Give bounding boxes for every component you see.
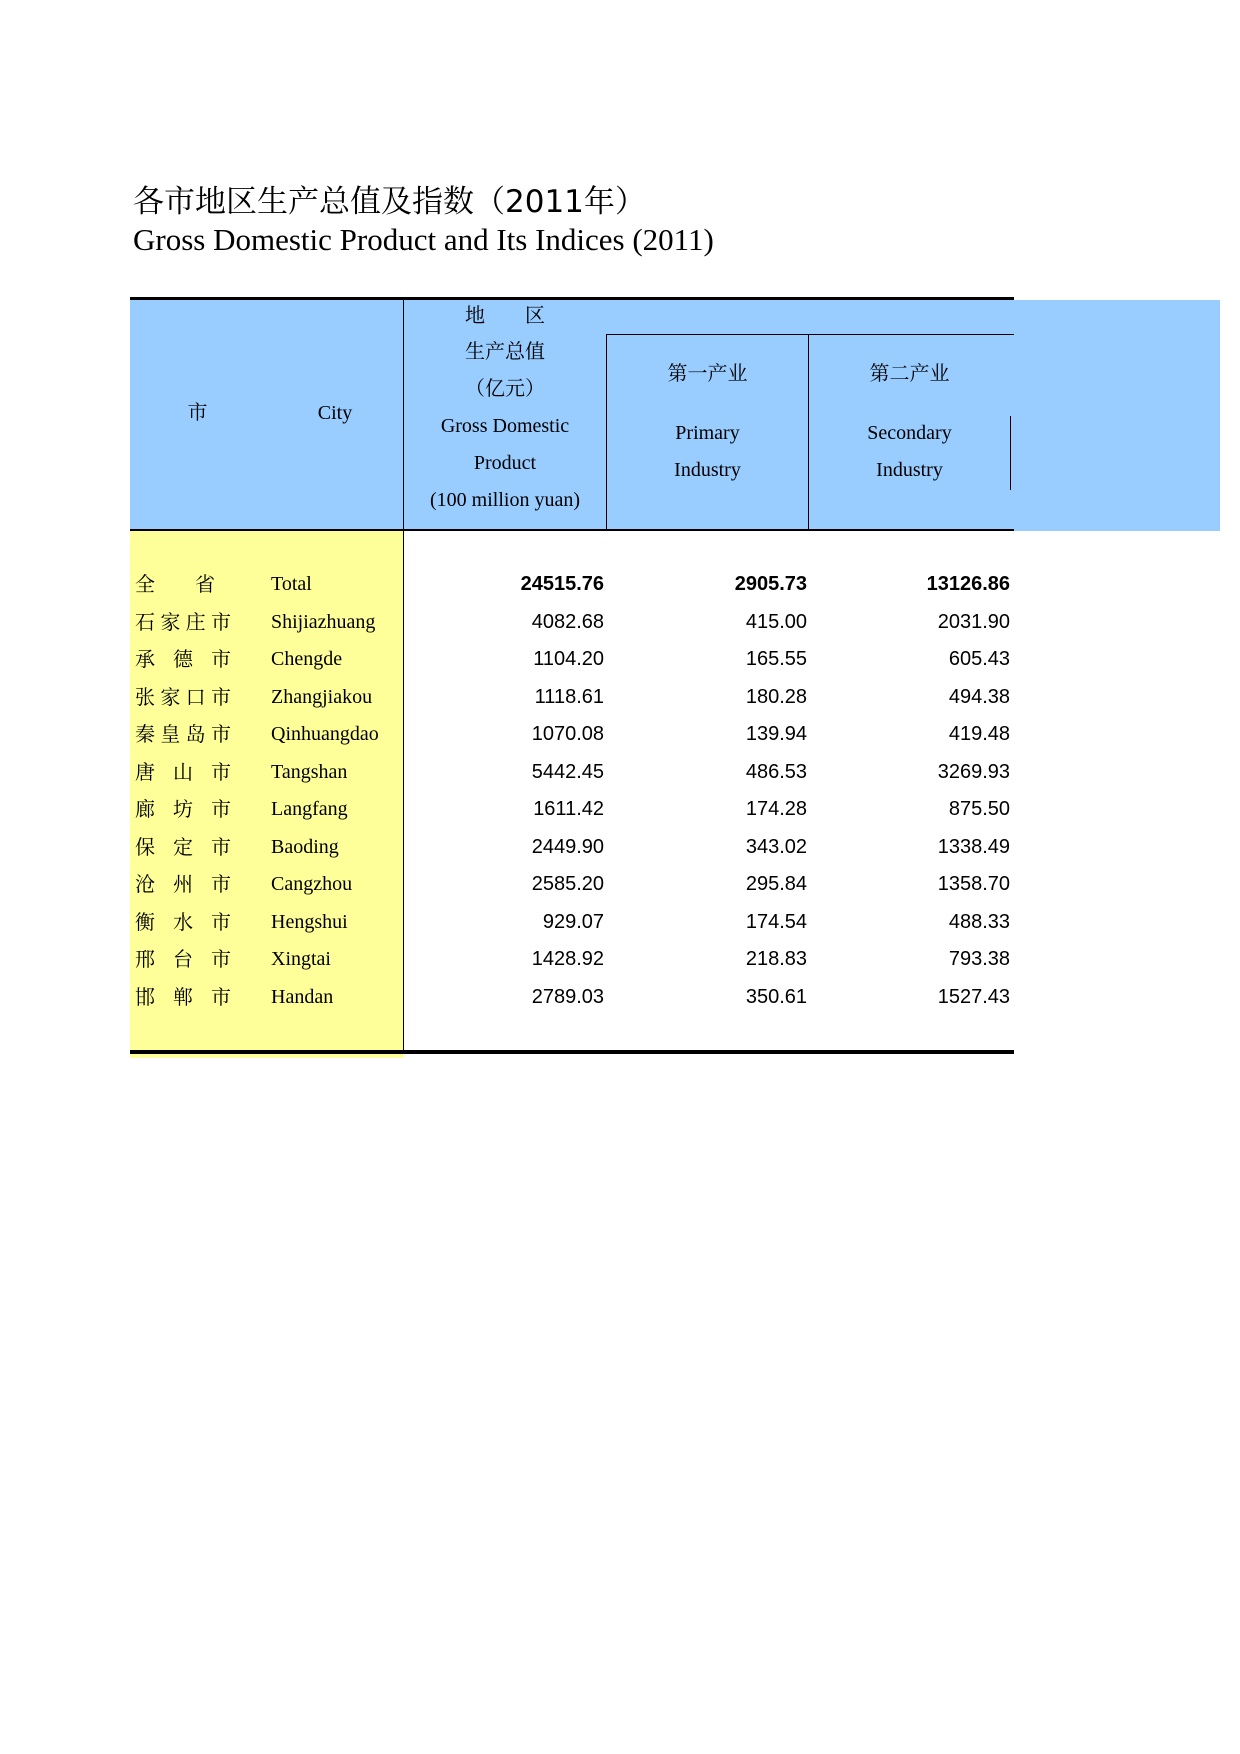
primary-value: 165.55 bbox=[745, 648, 807, 670]
city-name-en: Handan bbox=[271, 985, 334, 1008]
primary-value: 486.53 bbox=[745, 760, 807, 783]
secondary-value: 13126.86 bbox=[926, 573, 1010, 595]
city-name-cn: 张 家 口 市 bbox=[135, 684, 231, 709]
city-name-en: Tangshan bbox=[271, 760, 348, 783]
gdp-value: 1070.08 bbox=[531, 723, 604, 745]
gdp-value: 2789.03 bbox=[531, 985, 604, 1008]
gdp-value: 24515.76 bbox=[520, 573, 604, 595]
city-name-en: Total bbox=[271, 573, 312, 595]
header-city-cn: 市 bbox=[187, 402, 208, 424]
primary-value: 295.84 bbox=[745, 873, 807, 895]
primary-value: 180.28 bbox=[745, 685, 807, 708]
gdp-value: 1104.20 bbox=[533, 648, 604, 670]
city-name-en: Langfang bbox=[271, 798, 348, 820]
secondary-value: 419.48 bbox=[948, 723, 1010, 745]
table-row bbox=[130, 754, 1014, 791]
table-row bbox=[130, 791, 1014, 828]
table-row bbox=[130, 866, 1014, 903]
header-bottom-rule bbox=[130, 529, 1014, 531]
primary-value: 343.02 bbox=[745, 835, 807, 858]
page-title-cn: 各市地区生产总值及指数（2011年） bbox=[133, 184, 646, 220]
header-city-en: City bbox=[317, 402, 353, 424]
city-name-en: Xingtai bbox=[271, 948, 331, 970]
primary-value: 2905.73 bbox=[734, 573, 807, 595]
city-name-cn: 廊 坊 市 bbox=[135, 797, 231, 821]
gdp-value: 2449.90 bbox=[531, 835, 604, 858]
secondary-value: 1338.49 bbox=[937, 835, 1010, 858]
secondary-value: 875.50 bbox=[948, 798, 1010, 820]
secondary-value: 3269.93 bbox=[937, 760, 1010, 783]
secondary-value: 1527.43 bbox=[937, 985, 1010, 1008]
gdp-value: 1118.61 bbox=[534, 685, 604, 708]
primary-value: 139.94 bbox=[745, 723, 807, 745]
city-name-cn: 邯 郸 市 bbox=[135, 984, 231, 1009]
city-name-en: Qinhuangdao bbox=[271, 723, 379, 745]
gdp-value: 929.07 bbox=[542, 910, 604, 933]
secondary-value: 793.38 bbox=[948, 948, 1010, 970]
secondary-value: 2031.90 bbox=[937, 610, 1010, 633]
city-name-en: Shijiazhuang bbox=[271, 610, 376, 633]
page-title-en: Gross Domestic Product and Its Indices (2011) bbox=[133, 222, 714, 257]
city-name-cn: 沧 州 市 bbox=[135, 872, 231, 896]
city-name-en: Cangzhou bbox=[271, 873, 353, 895]
city-name-cn: 保 定 市 bbox=[135, 834, 231, 859]
primary-value: 415.00 bbox=[745, 610, 807, 633]
table-row bbox=[130, 679, 1014, 716]
table-row bbox=[130, 941, 1014, 978]
city-name-en: Zhangjiakou bbox=[271, 685, 373, 708]
gdp-value: 5442.45 bbox=[531, 760, 604, 783]
secondary-value: 488.33 bbox=[948, 910, 1010, 933]
city-name-cn: 承 德 市 bbox=[135, 647, 231, 671]
primary-value: 174.54 bbox=[745, 910, 807, 933]
header-primary: 第一产业 Primary Industry bbox=[667, 363, 748, 481]
header-gdp: 地 区 生产总值 （亿元） Gross Domestic Product (100 million yuan) bbox=[430, 305, 580, 511]
secondary-value: 605.43 bbox=[948, 648, 1010, 670]
column-divider-secondary bbox=[1010, 416, 1011, 490]
primary-value: 218.83 bbox=[745, 948, 807, 970]
city-name-cn: 唐 山 市 bbox=[135, 759, 231, 784]
gdp-value: 4082.68 bbox=[531, 610, 604, 633]
city-name-cn: 全 省 bbox=[135, 572, 215, 596]
table-row bbox=[130, 566, 1014, 603]
table-row bbox=[130, 979, 1014, 1016]
city-name-en: Baoding bbox=[271, 835, 339, 858]
table-row bbox=[130, 641, 1014, 678]
secondary-value: 1358.70 bbox=[937, 873, 1010, 895]
table-row bbox=[130, 829, 1014, 866]
city-name-cn: 衡 水 市 bbox=[135, 909, 231, 934]
city-name-en: Hengshui bbox=[271, 910, 348, 933]
gdp-value: 1611.42 bbox=[533, 798, 604, 820]
primary-value: 174.28 bbox=[745, 798, 807, 820]
table-row bbox=[130, 604, 1014, 641]
gdp-value: 2585.20 bbox=[531, 873, 604, 895]
city-name-cn: 石 家 庄 市 bbox=[135, 609, 231, 634]
table-row bbox=[130, 716, 1014, 753]
city-name-en: Chengde bbox=[271, 648, 343, 670]
city-name-cn: 邢 台 市 bbox=[135, 947, 231, 971]
header-secondary: 第二产业 Secondary Industry bbox=[867, 363, 952, 481]
secondary-value: 494.38 bbox=[948, 685, 1010, 708]
subheader-rule bbox=[606, 334, 1014, 335]
table-row bbox=[130, 904, 1014, 941]
gdp-value: 1428.92 bbox=[531, 948, 604, 970]
primary-value: 350.61 bbox=[745, 985, 807, 1008]
table-bottom-rule bbox=[130, 1050, 1014, 1054]
city-name-cn: 秦 皇 岛 市 bbox=[135, 722, 231, 746]
